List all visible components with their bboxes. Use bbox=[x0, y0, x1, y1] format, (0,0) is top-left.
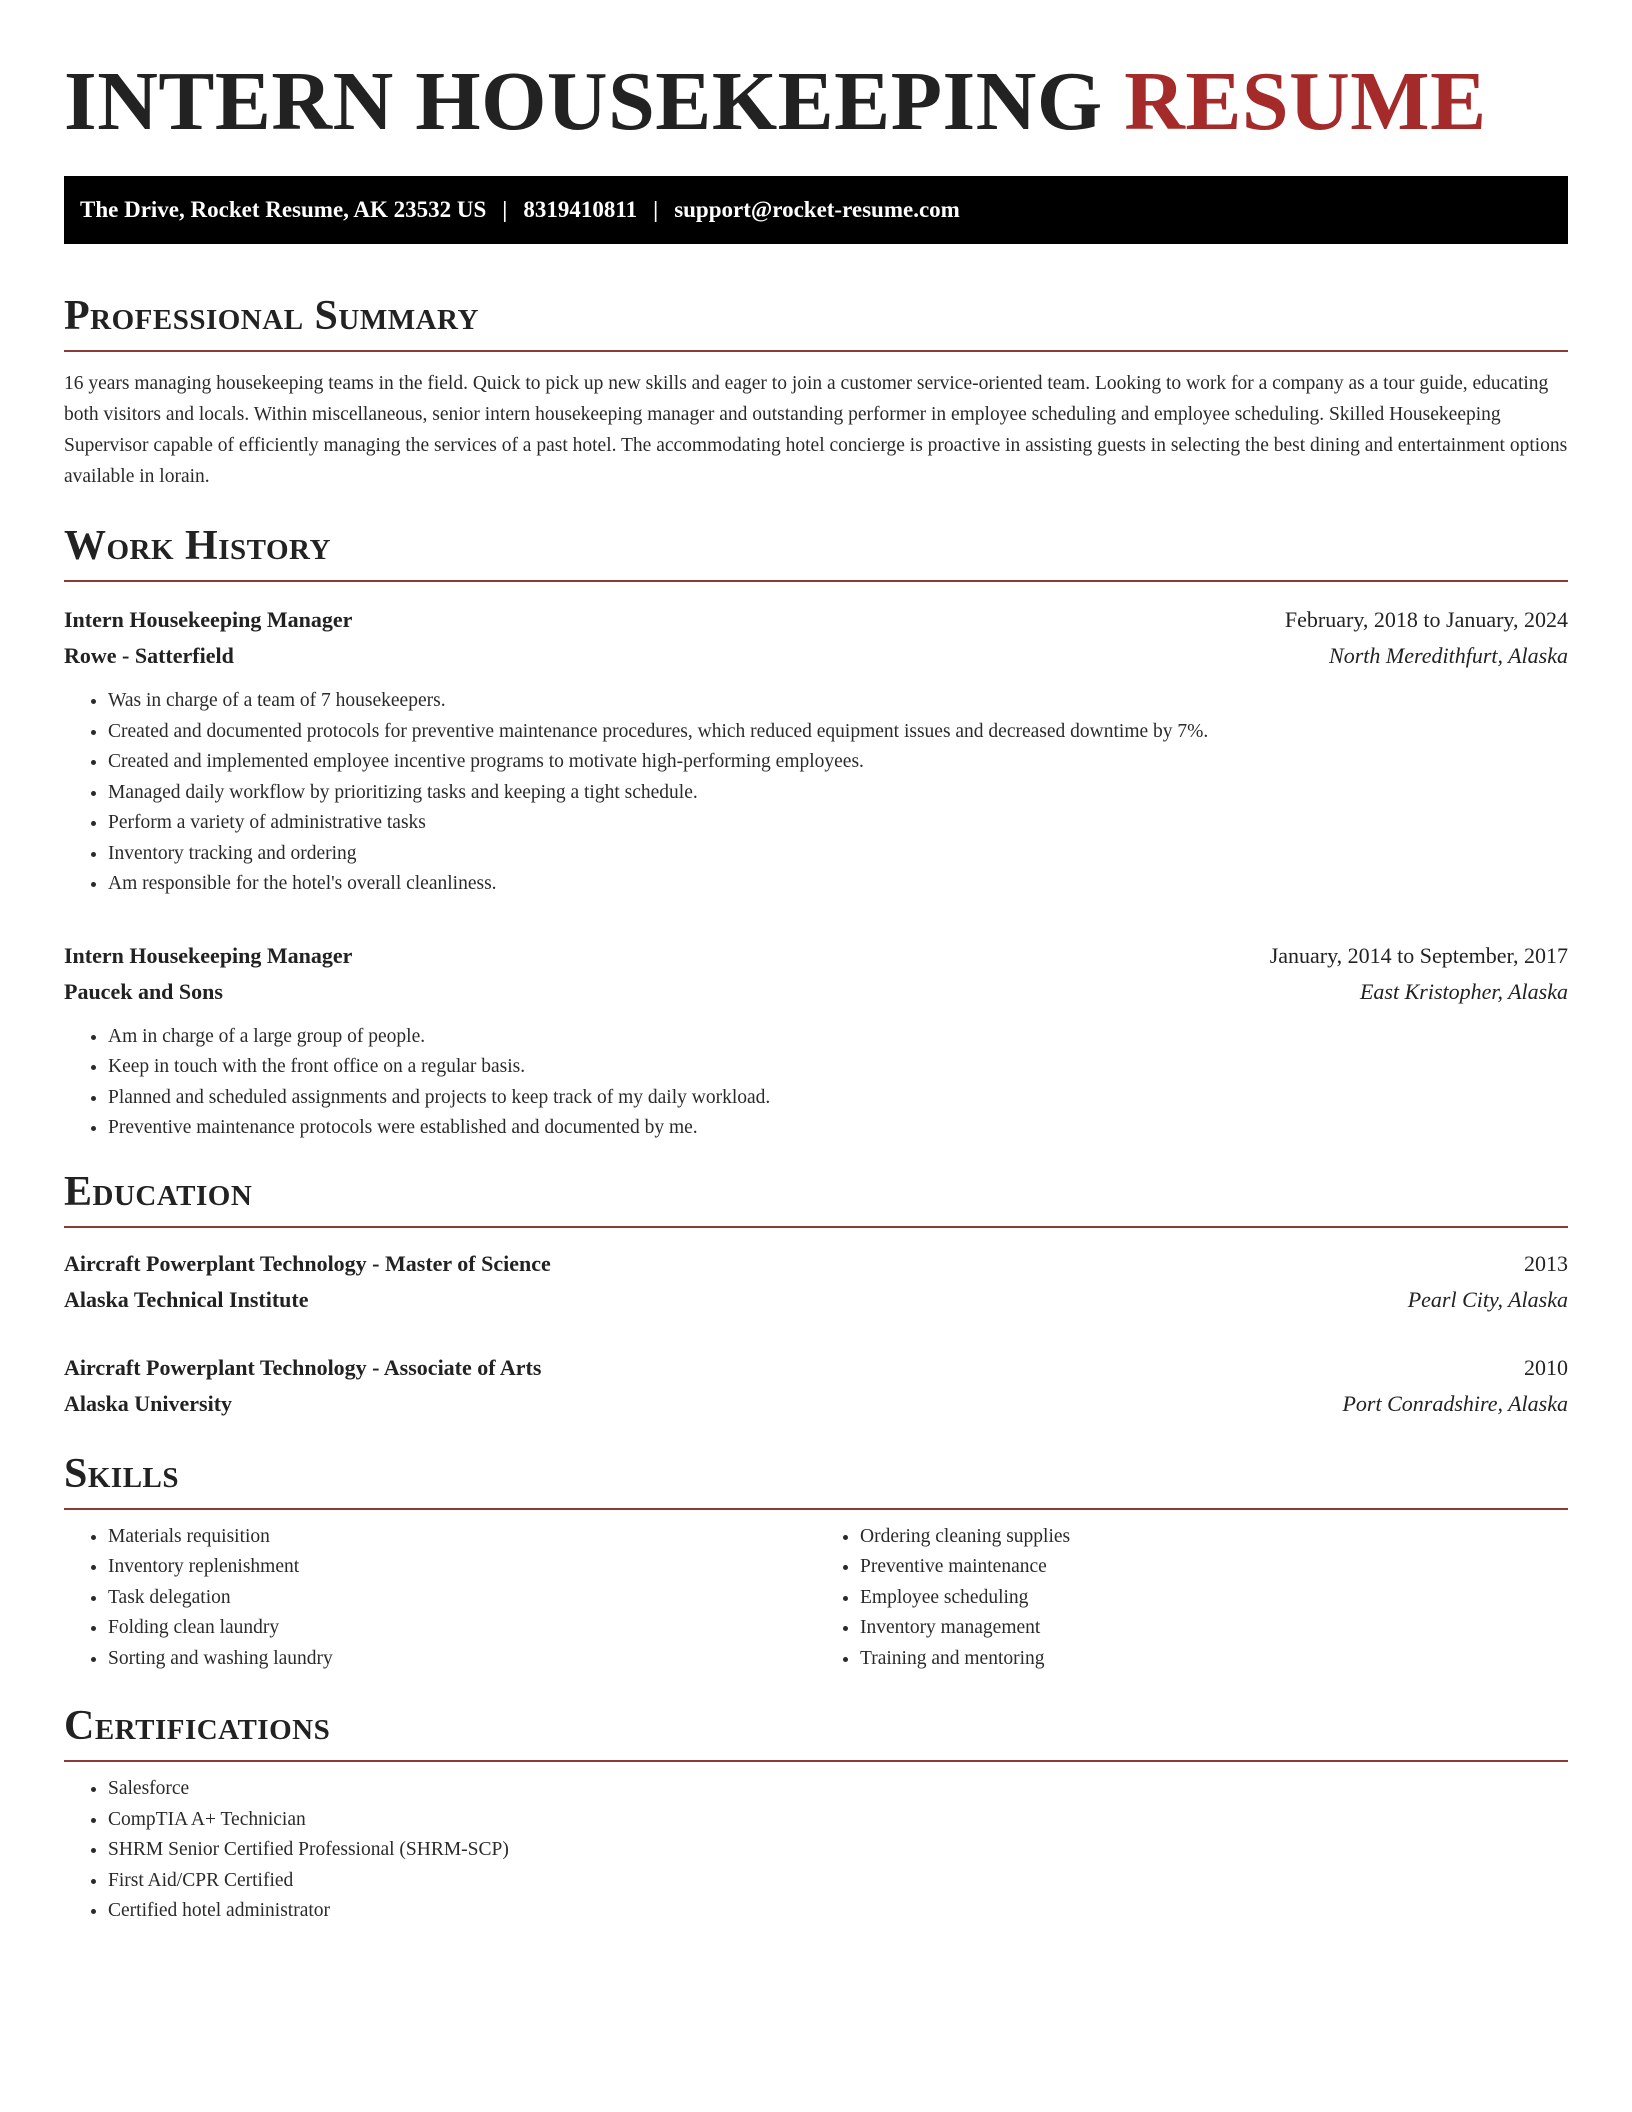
title-accent: RESUME bbox=[1124, 55, 1487, 148]
job-bullet-item: • Created and documented protocols for preventive maintenance procedures, which reduced equipment issues and decreased downtime by 7%. bbox=[108, 717, 1568, 748]
contact-separator: | bbox=[653, 197, 659, 222]
contact-bar bbox=[64, 176, 1568, 244]
job-entry bbox=[64, 602, 1568, 900]
job-company-row bbox=[64, 974, 1568, 1010]
job-bullets bbox=[64, 686, 1568, 900]
contact-address: The Drive, Rocket Resume, AK 23532 US bbox=[80, 197, 487, 222]
job-company: Rowe - Satterfield bbox=[64, 643, 234, 668]
skill-item: • Task delegation bbox=[108, 1583, 816, 1614]
job-header-row bbox=[64, 602, 1568, 638]
job-bullet-item: • Planned and scheduled assignments and projects to keep track of my daily workload. bbox=[108, 1083, 1568, 1114]
summary-text: 16 years managing housekeeping teams in the field. Quick to pick up new skills and eager to join a customer service-oriented team. Looking to work for a company as a tour guide, educating both visitors and locals. Within miscellaneous, senior intern housekeeping manager and outstanding performer in employee scheduling and employee scheduling. Skilled Housekeeping Supervisor capable of efficiently managing the services of a past hotel. The accommodating hotel concierge is proactive in assisting guests in selecting the best dining and entertainment options available in lorain. bbox=[64, 373, 1568, 487]
certification-item: • CompTIA A+ Technician bbox=[108, 1805, 1568, 1836]
job-title: Intern Housekeeping Manager bbox=[64, 942, 353, 968]
contact-separator: | bbox=[502, 197, 508, 222]
job-bullet-item: • Keep in touch with the front office on a regular basis. bbox=[108, 1052, 1568, 1083]
education-year: 2010 bbox=[1524, 1354, 1568, 1380]
job-entry bbox=[64, 938, 1568, 1144]
certification-item: • First Aid/CPR Certified bbox=[108, 1866, 1568, 1897]
job-bullet-item: • Am in charge of a large group of people. bbox=[108, 1022, 1568, 1053]
education-degree: Aircraft Powerplant Technology - Associate of Arts bbox=[64, 1354, 542, 1380]
education-entry bbox=[64, 1350, 1568, 1422]
certification-item: • Certified hotel administrator bbox=[108, 1896, 1568, 1927]
skill-item: • Inventory management bbox=[860, 1613, 1568, 1644]
job-title: Intern Housekeeping Manager bbox=[64, 607, 353, 632]
skill-item: • Sorting and washing laundry bbox=[108, 1644, 816, 1675]
certifications-list bbox=[64, 1774, 1568, 1927]
job-header-row bbox=[64, 938, 1568, 974]
section-heading-skills: Skills bbox=[64, 1448, 1568, 1510]
summary-section bbox=[64, 290, 1568, 492]
skills-list-left bbox=[64, 1522, 816, 1675]
education-school-row bbox=[64, 1386, 1568, 1422]
education-location: Port Conradshire, Alaska bbox=[1342, 1390, 1568, 1416]
job-bullet-item: • Inventory tracking and ordering bbox=[108, 839, 1568, 870]
skill-item: • Folding clean laundry bbox=[108, 1613, 816, 1644]
job-dates: January, 2014 to September, 2017 bbox=[1269, 942, 1568, 968]
resume-title bbox=[64, 0, 1568, 176]
education-section bbox=[64, 1166, 1568, 1422]
education-degree: Aircraft Powerplant Technology - Master of Science bbox=[64, 1250, 551, 1276]
job-bullet-item: • Preventive maintenance protocols were established and documented by me. bbox=[108, 1113, 1568, 1144]
job-company: Paucek and Sons bbox=[64, 978, 223, 1004]
job-location: North Meredithfurt, Alaska bbox=[1329, 643, 1568, 668]
skills-grid bbox=[64, 1522, 1568, 1675]
certifications-section bbox=[64, 1700, 1568, 1927]
section-heading-summary: Professional Summary bbox=[64, 290, 1568, 352]
job-bullet-item: • Managed daily workflow by prioritizing tasks and keeping a tight schedule. bbox=[108, 778, 1568, 809]
skill-item: • Employee scheduling bbox=[860, 1583, 1568, 1614]
skill-item: • Training and mentoring bbox=[860, 1644, 1568, 1675]
education-school: Alaska University bbox=[64, 1390, 233, 1416]
skills-section bbox=[64, 1448, 1568, 1675]
skill-item: • Inventory replenishment bbox=[108, 1552, 816, 1583]
education-school-row bbox=[64, 1282, 1568, 1318]
education-entry bbox=[64, 1246, 1568, 1318]
contact-phone: 8319410811 bbox=[523, 197, 638, 222]
skill-item: • Ordering cleaning supplies bbox=[860, 1522, 1568, 1553]
section-heading-work: Work History bbox=[64, 520, 1568, 582]
education-degree-row bbox=[64, 1246, 1568, 1282]
job-bullet-item: • Perform a variety of administrative tasks bbox=[108, 808, 1568, 839]
certification-item: • SHRM Senior Certified Professional (SHRM-SCP) bbox=[108, 1835, 1568, 1866]
education-degree-row bbox=[64, 1350, 1568, 1386]
title-main: INTERN HOUSEKEEPING bbox=[64, 55, 1103, 148]
job-bullet-item: • Created and implemented employee incentive programs to motivate high-performing employees. bbox=[108, 747, 1568, 778]
work-history-section bbox=[64, 520, 1568, 1144]
section-heading-certifications: Certifications bbox=[64, 1700, 1568, 1762]
job-location: East Kristopher, Alaska bbox=[1359, 978, 1568, 1004]
education-year: 2013 bbox=[1524, 1250, 1568, 1276]
job-company-row bbox=[64, 638, 1568, 674]
job-dates: February, 2018 to January, 2024 bbox=[1284, 607, 1568, 632]
job-bullets bbox=[64, 1022, 1568, 1144]
skill-item: • Preventive maintenance bbox=[860, 1552, 1568, 1583]
education-location: Pearl City, Alaska bbox=[1407, 1286, 1568, 1312]
contact-email: support@rocket-resume.com bbox=[674, 197, 960, 222]
skills-list-right bbox=[816, 1522, 1568, 1675]
job-bullet-item: • Am responsible for the hotel's overall cleanliness. bbox=[108, 869, 1568, 900]
job-bullet-item: • Was in charge of a team of 7 housekeepers. bbox=[108, 686, 1568, 717]
section-heading-education: Education bbox=[64, 1166, 1568, 1228]
certification-item: • Salesforce bbox=[108, 1774, 1568, 1805]
education-school: Alaska Technical Institute bbox=[64, 1286, 309, 1312]
skill-item: • Materials requisition bbox=[108, 1522, 816, 1553]
